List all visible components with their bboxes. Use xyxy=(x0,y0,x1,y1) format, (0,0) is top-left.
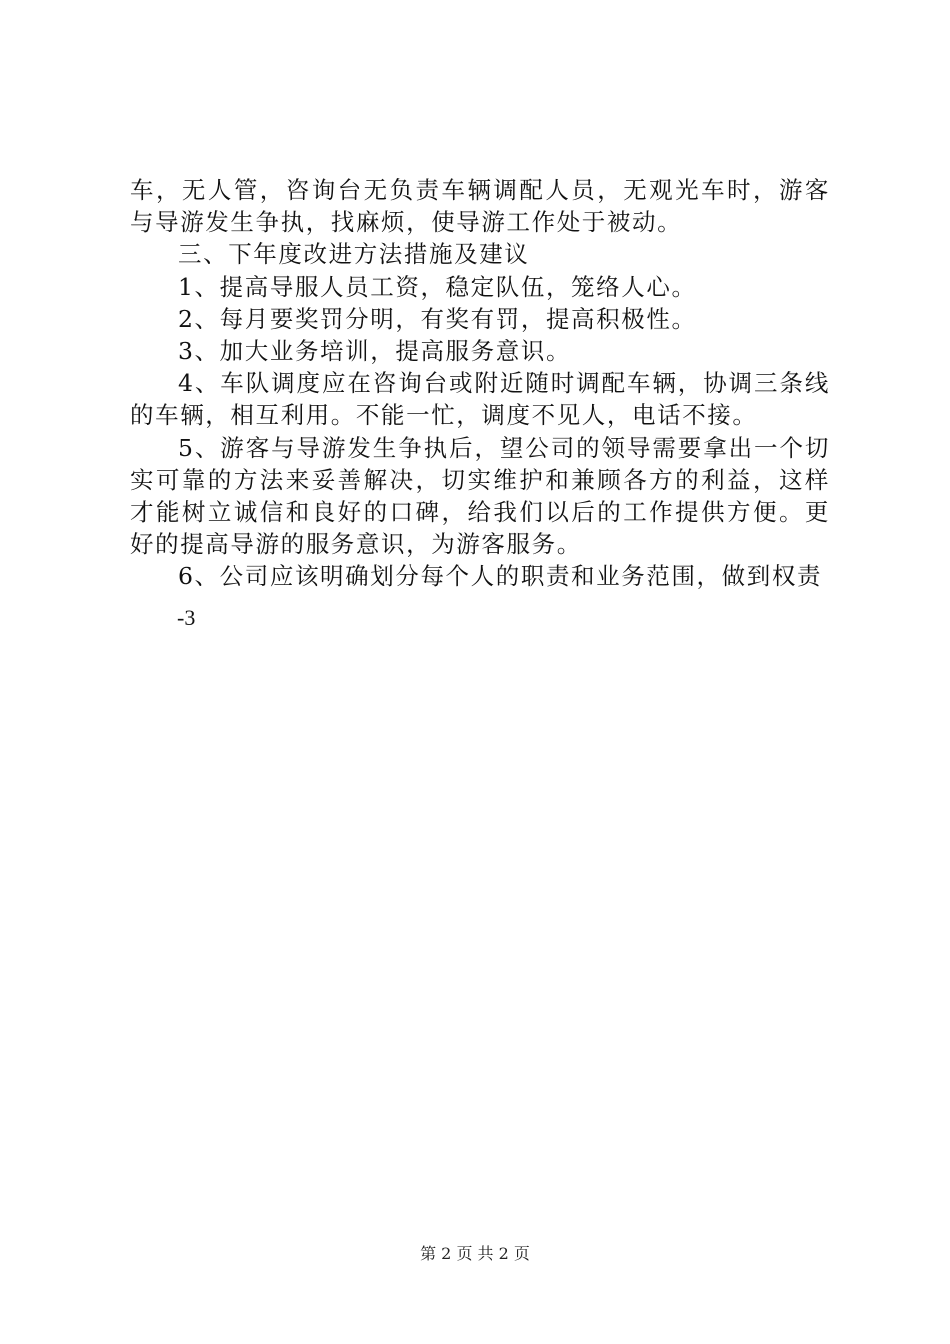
list-item-2: 2、每月要奖罚分明，有奖有罚，提高积极性。 xyxy=(178,304,697,333)
list-item-3: 3、加大业务培训，提高服务意识。 xyxy=(178,337,572,366)
list-item-1: 1、提高导服人员工资，稳定队伍，笼络人心。 xyxy=(178,272,697,301)
list-item-4: 4、车队调度应在咨询台或附近随时调配车辆，协调三条线的车辆，相互利用。不能一忙，调度不见人，电话不接。 xyxy=(130,369,830,430)
page-footer: 第 2 页 共 2 页 xyxy=(420,1244,530,1263)
list-item-5: 5、游客与导游发生争执后，望公司的领导需要拿出一个切实可靠的方法来妥善解决，切实维护和兼顾各方的利益，这样才能树立诚信和良好的口碑，给我们以后的工作提供方便。更好的提高导游的服务意识，为游客服务。 xyxy=(130,433,830,559)
list-item-6: 6、公司应该明确划分每个人的职责和业务范围，做到权责 xyxy=(178,562,823,591)
section-heading: 三、下年度改进方法措施及建议 xyxy=(178,240,530,269)
paragraph-continuation: 车，无人管，咨询台无负责车辆调配人员，无观光车时，游客与导游发生争执，找麻烦，使导游工作处于被动。 xyxy=(130,176,830,237)
page-marker: -3 xyxy=(177,605,196,630)
document-body xyxy=(130,174,830,593)
